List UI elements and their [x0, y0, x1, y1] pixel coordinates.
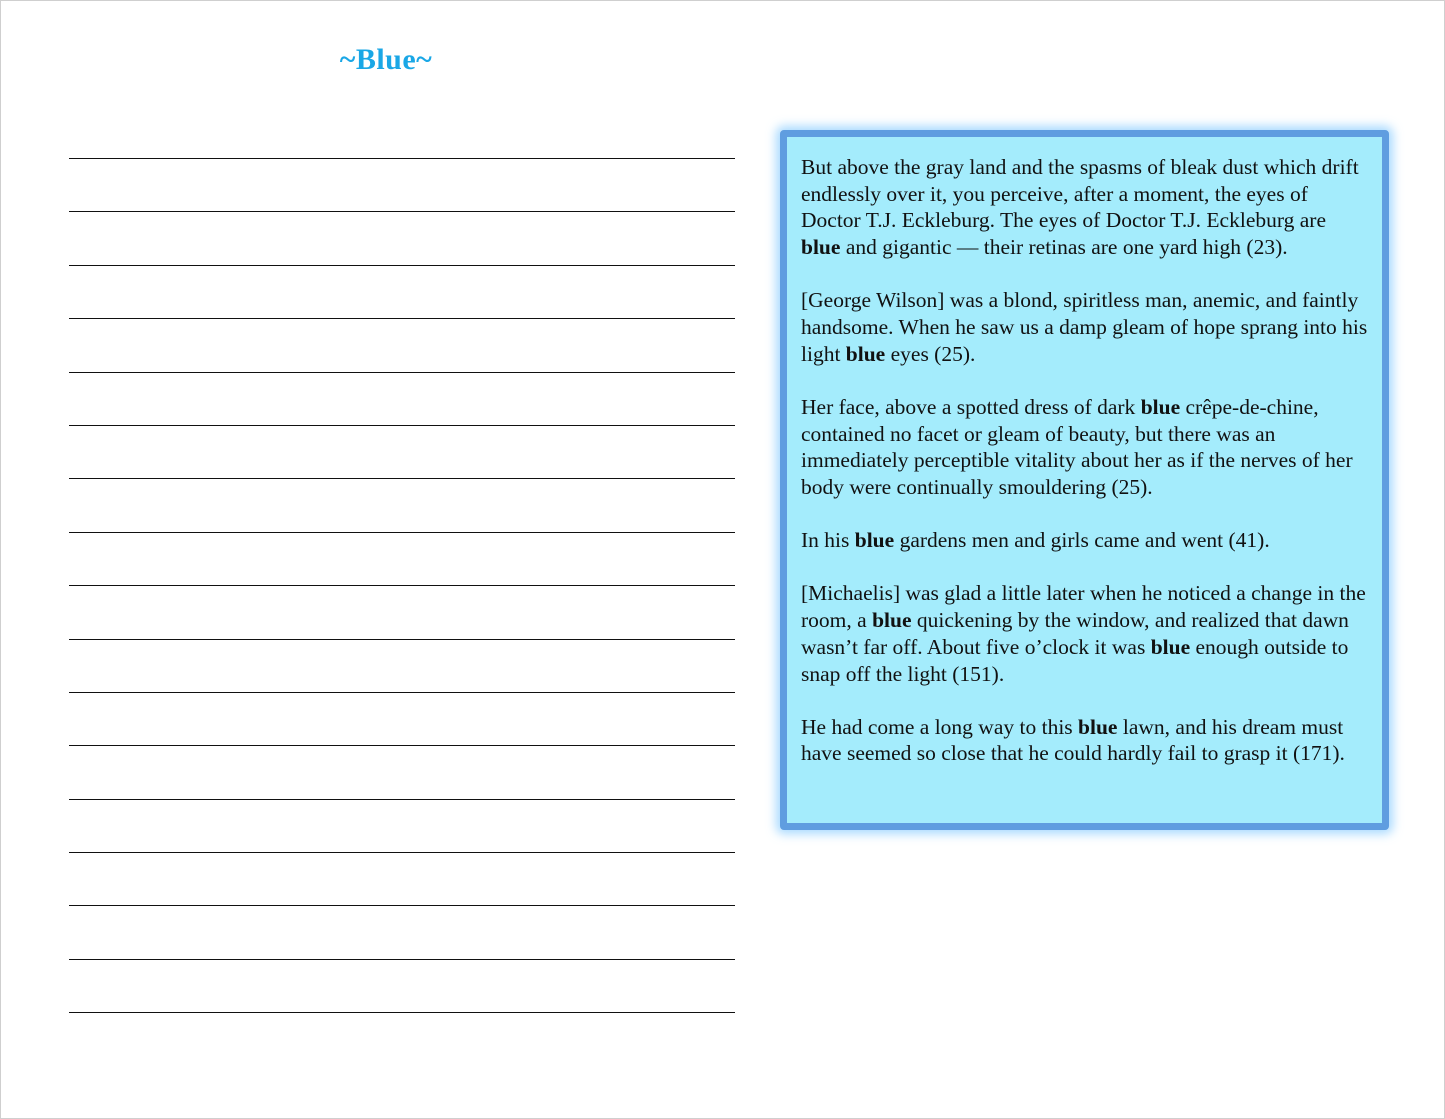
quote-text: and gigantic — their retinas are one yard high (23). — [840, 235, 1288, 260]
quote-text: gardens men and girls came and went (41). — [894, 528, 1270, 553]
writing-line — [69, 585, 735, 586]
quote-text: crêpe-de-chine, contained no facet or gleam of beauty, but there was an immediately perceptible vitality about her as if the nerves of her body were continually smouldering (25). — [801, 394, 1353, 500]
quote-keyword: blue — [854, 528, 895, 553]
writing-line — [69, 959, 735, 960]
quote-text: Her face, above a spotted dress of dark — [801, 394, 1141, 419]
writing-line — [69, 799, 735, 800]
writing-line — [69, 478, 735, 479]
writing-line — [69, 852, 735, 853]
quote-keyword: blue — [872, 608, 912, 633]
writing-line — [69, 905, 735, 906]
writing-line — [69, 158, 735, 159]
quote-text: [Michaelis] was glad a little later when he noticed a change in the room, a — [801, 581, 1366, 633]
quote-keyword: blue — [1150, 634, 1191, 659]
quote-paragraph — [801, 714, 1368, 767]
quote-keyword: blue — [845, 341, 886, 366]
quote-text: In his — [801, 528, 855, 553]
quote-text: [George Wilson] was a blond, spiritless man, anemic, and faintly handsome. When he saw us a damp gleam of hope sprang into his light — [801, 288, 1368, 366]
quote-keyword: blue — [801, 235, 841, 260]
writing-lines — [69, 158, 735, 1066]
writing-line — [69, 372, 735, 373]
quote-paragraph — [801, 527, 1368, 554]
writing-line — [69, 318, 735, 319]
quote-text: But above the gray land and the spasms of bleak dust which drift endlessly over it, you perceive, after a moment, the eyes of Doctor T.J. Eckleburg. The eyes of Doctor T.J. Eckleburg are — [801, 155, 1359, 233]
writing-line — [69, 745, 735, 746]
writing-line — [69, 265, 735, 266]
quote-text: lawn, and his dream must have seemed so close that he could hardly fail to grasp it (171). — [801, 714, 1345, 766]
quote-paragraph — [801, 287, 1368, 367]
writing-line — [69, 639, 735, 640]
quote-text: He had come a long way to this — [801, 714, 1079, 739]
writing-line — [69, 532, 735, 533]
quote-paragraph — [801, 580, 1368, 687]
page-title: ~Blue~ — [339, 43, 433, 76]
quote-keyword: blue — [1078, 714, 1118, 739]
quote-text: enough outside to snap off the light (151). — [801, 634, 1349, 686]
writing-line — [69, 211, 735, 212]
writing-line — [69, 692, 735, 693]
quote-paragraph — [801, 394, 1368, 501]
quote-text: quickening by the window, and realized that dawn wasn’t far off. About five o’clock it was — [801, 608, 1349, 659]
quote-paragraph — [801, 154, 1368, 261]
writing-line — [69, 425, 735, 426]
quote-text: eyes (25). — [885, 341, 976, 366]
quote-box — [780, 130, 1389, 830]
quote-keyword: blue — [1140, 394, 1181, 419]
writing-line — [69, 1012, 735, 1013]
